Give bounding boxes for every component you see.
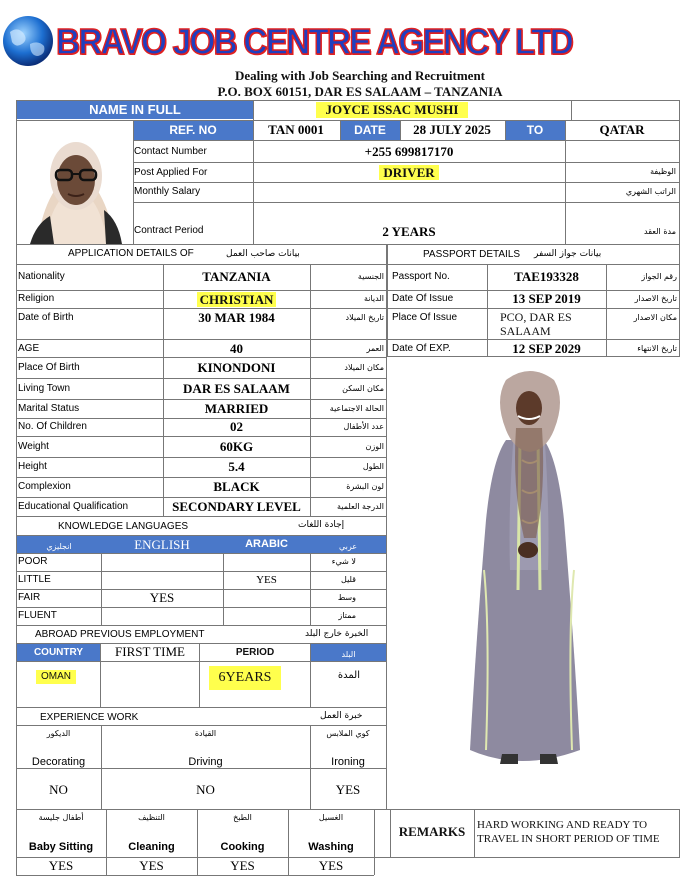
personal-label: Weight bbox=[18, 441, 49, 452]
application-title: APPLICATION DETAILS OF bbox=[68, 248, 194, 259]
personal-ar: تاريخ الميلاد bbox=[345, 313, 384, 322]
skill-value: YES bbox=[48, 858, 74, 873]
personal-ar: الدرجة العلمية bbox=[337, 502, 384, 511]
applicant-full-body-photo bbox=[462, 370, 596, 776]
personal-value: DAR ES SALAAM bbox=[183, 381, 290, 396]
experience-ar: الديكور bbox=[46, 729, 71, 738]
personal-value: 5.4 bbox=[228, 459, 245, 474]
experience-title-ar: خبرة العمل bbox=[320, 711, 363, 721]
passport-ar: رقم الجواز bbox=[641, 272, 677, 281]
languages-title: KNOWLEDGE LANGUAGES bbox=[58, 521, 189, 532]
personal-value: 60KG bbox=[219, 439, 254, 454]
experience-ar: كوي الملابس bbox=[326, 729, 370, 738]
agency-name: BRAVO JOB CENTRE AGENCY LTD bbox=[56, 21, 572, 62]
contract-value: 2 YEARS bbox=[382, 224, 436, 239]
ref-value: TAN 0001 bbox=[268, 122, 324, 137]
country-value: OMAN bbox=[36, 670, 76, 684]
skill-value: YES bbox=[139, 858, 164, 873]
passport-label: Date Of EXP. bbox=[392, 343, 451, 354]
salary-ar: الراتب الشهري bbox=[625, 187, 676, 196]
english-ar-header: انجليزي bbox=[46, 542, 72, 551]
post-label: Post Applied For bbox=[134, 167, 208, 178]
skill-ar: الغسيل bbox=[318, 813, 344, 822]
name-value: JOYCE ISSAC MUSHI bbox=[316, 102, 468, 118]
experience-label: Driving bbox=[188, 756, 223, 768]
skill-ar: التنظيف bbox=[138, 813, 165, 822]
abroad-title: ABROAD PREVIOUS EMPLOYMENT bbox=[35, 629, 205, 640]
english-header: ENGLISH bbox=[101, 536, 223, 553]
country-ar-header: البلد bbox=[341, 650, 356, 659]
personal-ar: مكان الميلاد bbox=[344, 363, 384, 372]
contract-label: Contract Period bbox=[134, 225, 204, 236]
language-level: LITTLE bbox=[18, 574, 51, 585]
logo-globe-icon bbox=[0, 14, 56, 68]
passport-ar: تاريخ الاصدار bbox=[634, 294, 677, 303]
ref-label: REF. NO bbox=[133, 121, 253, 140]
arabic-ar-header: عربي bbox=[338, 542, 358, 551]
personal-ar: الحالة الاجتماعية bbox=[329, 404, 384, 413]
personal-value: MARRIED bbox=[204, 401, 269, 416]
passport-value: PCO, DAR ES SALAAM bbox=[500, 310, 572, 338]
language-english: YES bbox=[149, 590, 175, 605]
post-ar: الوظيفة bbox=[650, 167, 676, 176]
personal-ar: الجنسية bbox=[357, 272, 384, 281]
name-label: NAME IN FULL bbox=[17, 101, 253, 119]
personal-value: KINONDONI bbox=[197, 360, 276, 375]
language-level: POOR bbox=[18, 556, 48, 567]
language-level-ar: قليل bbox=[341, 575, 356, 584]
personal-label: Place Of Birth bbox=[18, 362, 80, 373]
tagline: Dealing with Job Searching and Recruitment bbox=[234, 68, 485, 83]
personal-ar: الديانة bbox=[363, 294, 384, 303]
skill-label: Washing bbox=[308, 841, 354, 853]
post-value: DRIVER bbox=[379, 165, 438, 180]
personal-value: 30 MAR 1984 bbox=[198, 310, 275, 325]
personal-value: TANZANIA bbox=[202, 269, 271, 284]
language-arabic: YES bbox=[256, 574, 277, 586]
personal-ar: لون البشرة bbox=[346, 482, 384, 491]
contract-ar: مدة العقد bbox=[644, 227, 676, 236]
to-label: TO bbox=[505, 121, 565, 140]
skill-label: Cleaning bbox=[128, 841, 175, 853]
arabic-header: ARABIC bbox=[223, 536, 310, 553]
passport-title-ar: بيانات جواز السفر bbox=[534, 249, 602, 259]
passport-label: Date Of Issue bbox=[392, 293, 454, 304]
address: P.O. BOX 60151, DAR ES SALAAM – TANZANIA bbox=[217, 84, 503, 99]
country-header: COUNTRY bbox=[17, 644, 100, 661]
language-level-ar: ممتاز bbox=[338, 611, 356, 620]
personal-label: No. Of Children bbox=[18, 421, 87, 432]
period-header: PERIOD bbox=[235, 647, 275, 658]
experience-label: Ironing bbox=[331, 756, 365, 768]
experience-label: Decorating bbox=[31, 756, 86, 768]
passport-value: 13 SEP 2019 bbox=[512, 291, 581, 306]
period-value: 6YEARS bbox=[209, 666, 281, 690]
salary-label: Monthly Salary bbox=[134, 186, 201, 197]
abroad-title-ar: الخبرة خارج البلد bbox=[305, 629, 369, 639]
skill-ar: أطفال جليسة bbox=[38, 813, 84, 822]
passport-value: TAE193328 bbox=[514, 269, 579, 284]
first-time-header: FIRST TIME bbox=[115, 644, 185, 659]
skill-value: YES bbox=[318, 858, 344, 873]
personal-label: Complexion bbox=[18, 481, 71, 492]
experience-value: NO bbox=[49, 782, 68, 797]
personal-label: Marital Status bbox=[18, 403, 80, 414]
skill-ar: الطبخ bbox=[233, 813, 252, 822]
personal-value: 02 bbox=[230, 419, 243, 434]
personal-label: Nationality bbox=[18, 271, 65, 282]
personal-value: BLACK bbox=[213, 479, 260, 494]
personal-label: Religion bbox=[18, 293, 55, 304]
personal-ar: عدد الأطفال bbox=[343, 422, 384, 431]
personal-ar: مكان السكن bbox=[342, 384, 384, 393]
period-ar: المدة bbox=[337, 670, 360, 681]
passport-ar: تاريخ الانتهاء bbox=[637, 344, 677, 353]
skill-label: Baby Sitting bbox=[28, 841, 94, 853]
contact-label: Contact Number bbox=[134, 146, 207, 157]
language-level: FAIR bbox=[18, 592, 41, 603]
personal-label: Date of Birth bbox=[18, 312, 74, 323]
language-level-ar: لا شيء bbox=[331, 557, 356, 566]
personal-label: Living Town bbox=[18, 383, 71, 394]
passport-label: Passport No. bbox=[392, 271, 450, 282]
personal-value: CHRISTIAN bbox=[197, 292, 277, 307]
personal-label: AGE bbox=[18, 343, 40, 354]
experience-title: EXPERIENCE WORK bbox=[40, 712, 139, 723]
skill-value: YES bbox=[230, 858, 255, 873]
personal-label: Educational Qualification bbox=[18, 501, 129, 512]
personal-ar: العمر bbox=[366, 344, 384, 353]
personal-value: SECONDARY LEVEL bbox=[172, 499, 301, 514]
contact-value: +255 699817170 bbox=[364, 144, 454, 159]
passport-label: Place Of Issue bbox=[392, 312, 458, 323]
applicant-portrait-photo bbox=[20, 124, 132, 244]
personal-value: 40 bbox=[230, 341, 243, 356]
date-value: 28 JULY 2025 bbox=[413, 122, 491, 137]
to-value: QATAR bbox=[599, 122, 645, 137]
experience-ar: القيادة bbox=[194, 729, 217, 738]
passport-title: PASSPORT DETAILS bbox=[423, 249, 521, 260]
experience-value: YES bbox=[335, 782, 361, 797]
remarks-text: HARD WORKING AND READY TO TRAVEL IN SHORT PERIOD OF TIME bbox=[477, 819, 660, 845]
application-title-ar: بيانات صاحب العمل bbox=[226, 249, 300, 259]
skill-label: Cooking bbox=[220, 841, 265, 853]
date-label: DATE bbox=[340, 121, 400, 140]
personal-ar: الوزن bbox=[365, 442, 384, 451]
personal-label: Height bbox=[18, 461, 47, 472]
experience-value: NO bbox=[196, 782, 215, 797]
languages-title-ar: إجادة اللغات bbox=[298, 520, 345, 530]
passport-value: 12 SEP 2029 bbox=[512, 341, 581, 356]
language-level: FLUENT bbox=[18, 610, 57, 621]
passport-ar: مكان الاصدار bbox=[633, 313, 677, 322]
remarks-label: REMARKS bbox=[398, 824, 466, 839]
language-level-ar: وسط bbox=[337, 593, 356, 602]
personal-ar: الطول bbox=[362, 462, 384, 471]
